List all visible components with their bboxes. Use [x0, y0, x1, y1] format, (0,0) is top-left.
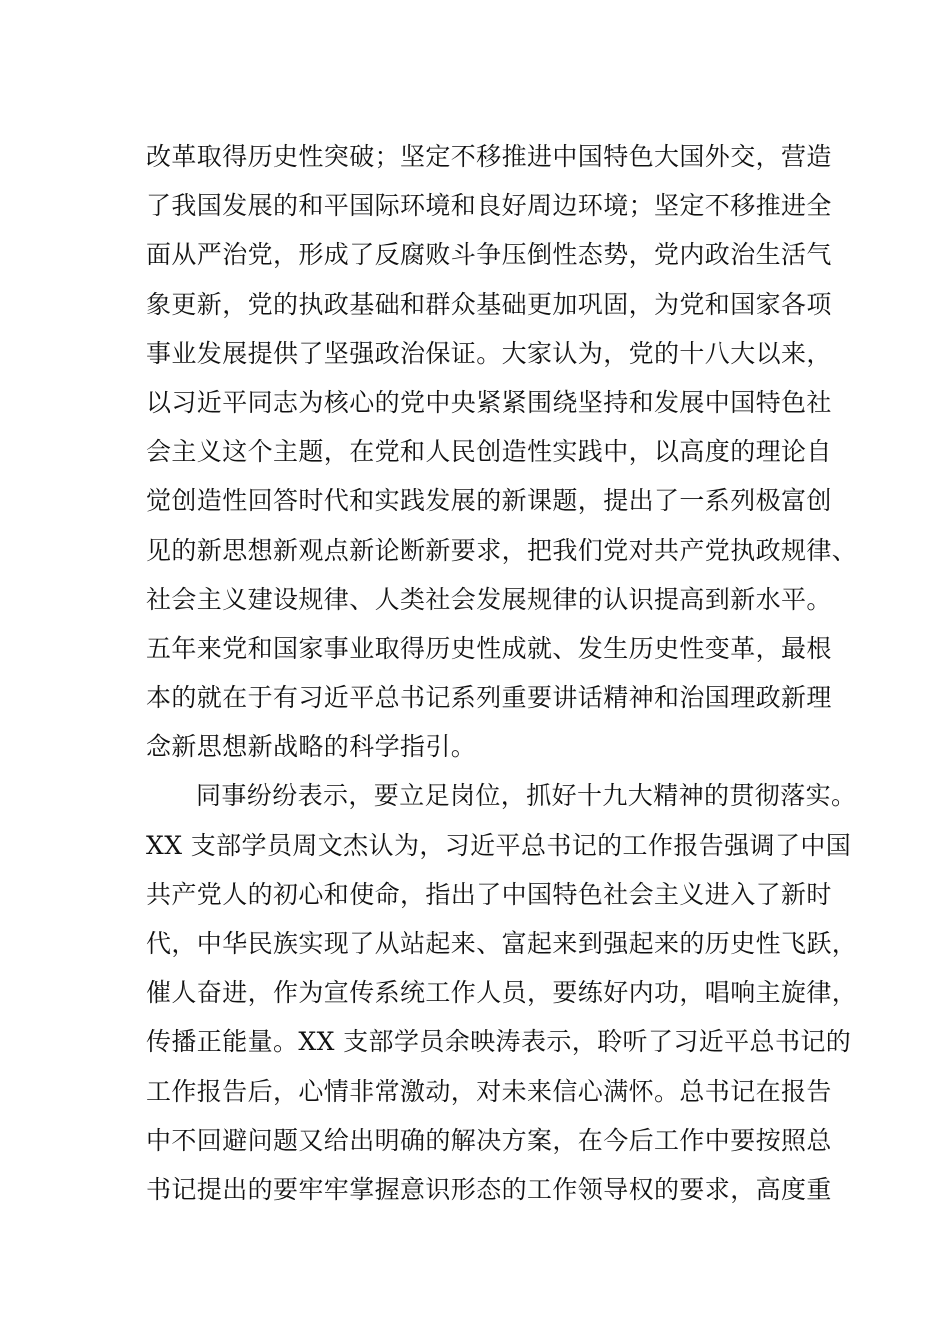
body-text	[146, 132, 858, 1214]
text-line: 本的就在于有习近平总书记系列重要讲话精神和治国理政新理	[146, 683, 832, 713]
text-line: 会主义这个主题，在党和人民创造性实践中，以高度的理论自	[146, 437, 832, 467]
text-line: XX 支部学员周文杰认为，习近平总书记的工作报告强调了中国	[146, 830, 852, 860]
text-line: 改革取得历史性突破；坚定不移推进中国特色大国外交，营造	[146, 142, 832, 171]
text-line: 中不回避问题又给出明确的解决方案，在今后工作中要按照总	[146, 1125, 832, 1155]
text-line: 念新思想新战略的科学指引。	[146, 732, 477, 762]
text-line: 以习近平同志为核心的党中央紧紧围绕坚持和发展中国特色社	[146, 387, 832, 417]
text-line: 共产党人的初心和使命，指出了中国特色社会主义进入了新时	[146, 879, 832, 909]
paragraph-first-line: 同事纷纷表示，要立足岗位，抓好十九大精神的贯彻落实。	[196, 781, 857, 811]
text-line: 面从严治党，形成了反腐败斗争压倒性态势，党内政治生活气	[146, 240, 832, 270]
text-line: 了我国发展的和平国际环境和良好周边环境；坚定不移推进全	[146, 191, 832, 221]
text-line: 见的新思想新观点新论断新要求，把我们党对共产党执政规律、	[146, 535, 858, 565]
text-line: 五年来党和国家事业取得历史性成就、发生历史性变革，最根	[146, 633, 832, 663]
text-line: 象更新，党的执政基础和群众基础更加巩固，为党和国家各项	[146, 289, 832, 319]
text-line: 传播正能量。XX 支部学员余映涛表示，聆听了习近平总书记的	[146, 1027, 852, 1057]
text-line: 代，中华民族实现了从站起来、富起来到强起来的历史性飞跃，	[146, 929, 858, 958]
text-line: 工作报告后，心情非常激动，对未来信心满怀。总书记在报告	[146, 1076, 832, 1106]
text-line: 书记提出的要牢牢掌握意识形态的工作领导权的要求，高度重	[146, 1174, 832, 1204]
text-line: 事业发展提供了坚强政治保证。大家认为，党的十八大以来，	[146, 338, 832, 368]
text-line: 觉创造性回答时代和实践发展的新课题，提出了一系列极富创	[146, 486, 832, 516]
text-line: 社会主义建设规律、人类社会发展规律的认识提高到新水平。	[146, 584, 832, 614]
text-line: 催人奋进，作为宣传系统工作人员，要练好内功，唱响主旋律，	[146, 978, 858, 1008]
